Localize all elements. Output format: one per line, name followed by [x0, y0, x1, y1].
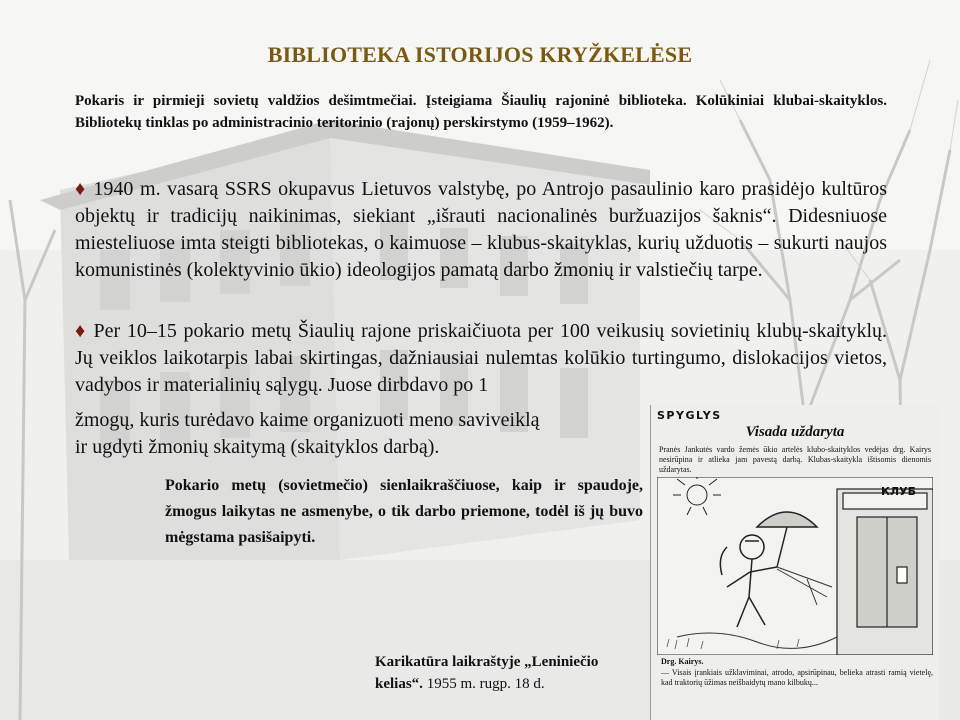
diamond-bullet-icon: ♦ — [75, 178, 87, 200]
caption-bold: Karikatūra laikraštyje „Leniniečio kelias“. — [375, 654, 599, 692]
cartoon-header: SPYGLYS — [657, 409, 722, 422]
paragraph-1-text: 1940 m. vasarą SSRS okupavus Lietuvos valstybę, po Antrojo pasaulinio karo prasidėjo kultūros objektų ir tradicijų naikinimas, siekiant „išrauti nacionalinės buržuazijos šaknis“. Didesniuose miesteliuose imta steigti bibliotekas, o kaimuose – klubus-skaityklas, kurių užduotis – sukurti naujos komunistinės (kolektyvinio ūkio) ideologijos pamatą darbo žmonių ir valstiečių tarpe. — [75, 178, 887, 281]
diamond-bullet-icon: ♦ — [75, 320, 87, 342]
intro-summary: Pokaris ir pirmieji sovietų valdžios dešimtmečiai. Įsteigiama Šiaulių rajoninė biblioteka. Kolūkiniai klubai-skaityklos. Bibliotekų tinklas po administracinio teritorinio (rajonų) perskirstymo (1959–1962). — [75, 93, 887, 131]
cartoon-clipping — [650, 405, 939, 720]
caption-date: 1955 m. rugp. 18 d. — [422, 676, 545, 692]
paragraph-2-text: Per 10–15 pokario metų Šiaulių rajone priskaičiuota per 100 veikusių sovietinių klubų-skaityklų. Jų veiklos laikotarpis labai skirtingas, dažniausiai nulemtas kolūkio turtingumo, dislokacijos vietos, vadybos ir materialinių sąlygų. Juose dirbdavo po 1 — [75, 320, 888, 396]
cartoon-intro: Pranės Jankutės vardo žemės ūkio artelės klubo-skaityklos vedėjas drg. Kairys nesirūpina ir atlieka jam pavestą darbą. Klubas-skaitykla ištisomis dienomis uždarytas. — [659, 445, 931, 474]
cartoon-speaker: Drg. Kairys. — [661, 657, 704, 666]
note-text: Pokario metų (sovietmečio) sienlaikraščiuose, kaip ir spaudoje, žmogus laikytas ne asmenybe, o tik darbo priemone, todėl iš jų buvo mėgstama pasišaipyti. — [165, 477, 643, 546]
paragraph-2-line-a: žmogų, kuris turėdavo kaime organizuoti meno saviveiklą — [75, 409, 540, 431]
cartoon-illustration — [657, 477, 933, 655]
club-building-icon — [837, 489, 933, 655]
image-caption — [375, 651, 647, 695]
paragraph-2 — [75, 318, 887, 399]
cartoon-speech: — Visais įrankiais užklaviminai, atrodo, apsirūpinau, belieka atrasti ramią vietelę, kad traktorių ūžimas neišbaidytų mano kilbukų... — [661, 668, 933, 687]
page-title: BIBLIOTEKA ISTORIJOS KRYŽKELĖSE — [267, 42, 693, 67]
paragraph-2-line-b: ir ugdyti žmonių skaitymą (skaityklos darbą). — [75, 436, 440, 458]
cartoon-title: Visada uždaryta — [745, 424, 845, 440]
paragraph-1 — [75, 176, 887, 284]
club-sign: КЛУБ — [881, 485, 916, 498]
cartoon-drawing — [657, 477, 933, 660]
